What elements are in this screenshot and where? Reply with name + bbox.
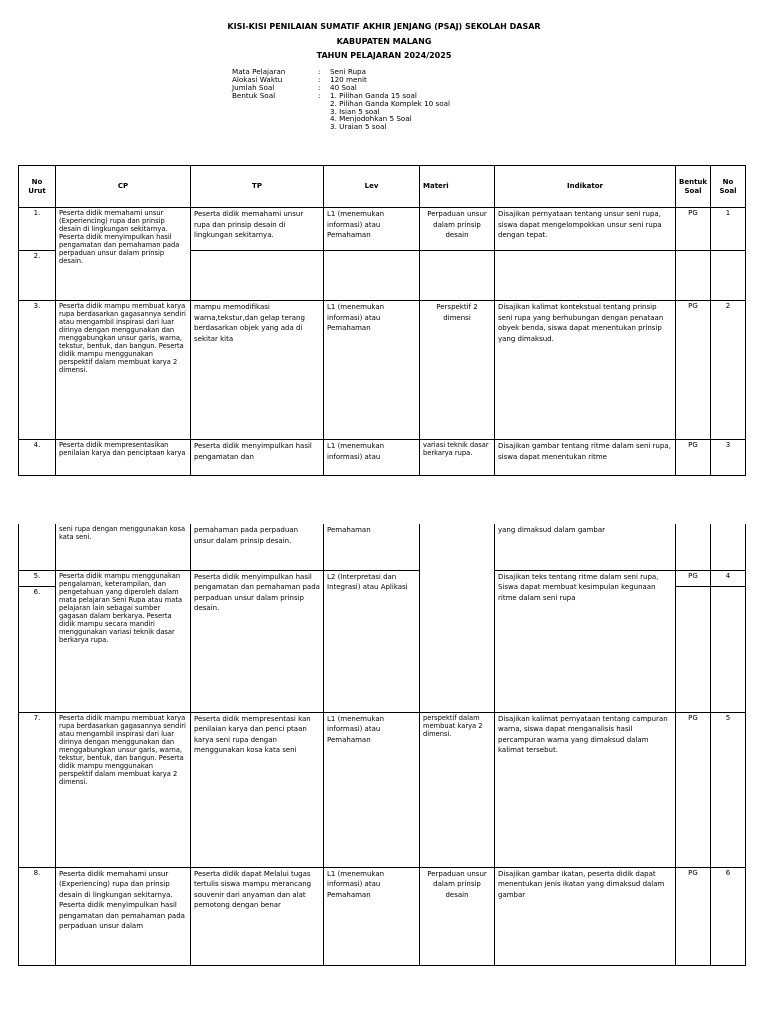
lev-cell: L1 (menemukan informasi) atau Pemahaman <box>324 208 420 251</box>
row-number <box>19 524 56 570</box>
document-meta <box>232 68 450 131</box>
question-type-list <box>330 92 450 132</box>
cp-cell: Peserta didik mampu membuat karya rupa berdasarkan gagasannya sendiri atau mengambil inspirasi dari luar dirinya dengan menggunakan dan menggabungkan unsur garis, warna, tekstur, bentuk, dan bangun. Peserta didik mampu menggunakan perspektif dalam membuat karya 2 dimensi. <box>56 712 191 867</box>
cp-cell: Peserta didik mampu menggunakan pengalaman, keterampilan, dan pengetahuan yang diperoleh dalam mata pelajaran Seni Rupa atau mata pelajaran lain sebagai sumber gagasan dalam berkarya. Peserta didik mampu secara mandiri menggunakan variasi teknik dasar berkarya rupa. <box>56 570 191 712</box>
tp-cell: mampu memodifikasi warna,tekstur,dan gelap terang berdasarkan objek yang ada di sekitar kita <box>191 301 324 440</box>
lev-cell: L1 (menemukan informasi) atau <box>324 440 420 476</box>
no-soal-cell: 4 <box>711 570 746 586</box>
lev-cell: L2 (Interpretasi dan Integrasi) atau Aplikasi <box>324 570 420 712</box>
meta-label: Mata Pelajaran <box>232 67 286 76</box>
question-type-item: 3. Isian 5 soal <box>330 106 380 116</box>
cp-cell: seni rupa dengan menggunakan kosa kata seni. <box>56 524 191 570</box>
row-number: 5. <box>19 570 56 586</box>
no-soal-cell: 2 <box>711 301 746 440</box>
meta-label: Bentuk Soal <box>232 90 276 100</box>
indikator-cell <box>495 251 676 301</box>
table-row <box>19 867 746 965</box>
tp-cell <box>191 251 324 301</box>
meta-separator: : <box>318 90 321 100</box>
materi-cell <box>420 251 495 301</box>
materi-cell: variasi teknik dasar berkarya rupa. <box>420 440 495 476</box>
document-title: KISI-KISI PENILAIAN SUMATIF AKHIR JENJANG (PSAJ) SEKOLAH DASAR <box>227 22 541 31</box>
bentuk-soal-cell: PG <box>676 301 711 440</box>
table-row-continued <box>19 524 746 570</box>
meta-value: 40 Soal <box>330 82 357 92</box>
indikator-cell: Disajikan pernyataan tentang unsur seni rupa, siswa dapat mengelompokkan unsur seni rupa dengan tepat. <box>495 208 676 251</box>
row-number: 7. <box>19 712 56 867</box>
bentuk-soal-cell: PG <box>676 867 711 965</box>
materi-cell: Perspektif 2 dimensi <box>420 301 495 440</box>
question-type-item: 1. Pilihan Ganda 15 soal <box>330 90 417 100</box>
no-soal-cell <box>711 524 746 570</box>
row-number: 8. <box>19 867 56 965</box>
meta-separator: : <box>318 67 321 76</box>
tp-cell: Peserta didik dapat Melalui tugas tertulis siswa mampu merancang souvenir dari anyaman dan alat pemotong dengan benar <box>191 867 324 965</box>
question-type-item: 4. Menjodohkan 5 Soal <box>330 114 412 124</box>
no-soal-cell <box>711 586 746 712</box>
row-number: 4. <box>19 440 56 476</box>
meta-label: Alokasi Waktu <box>232 74 283 84</box>
table-row <box>19 440 746 476</box>
table-header-row <box>19 166 746 208</box>
header-indikator: Indikator <box>495 166 676 208</box>
tp-cell: Peserta didik mempresentasi kan penilaian karya dan penci ptaan karya seni rupa dengan menggunakan kosa kata seni <box>191 712 324 867</box>
tp-cell: Peserta didik menyimpulkan hasil pengamatan dan pemahaman pada perpaduan unsur dalam prinsip desain. <box>191 570 324 712</box>
row-number: 3. <box>19 301 56 440</box>
bentuk-soal-cell: PG <box>676 440 711 476</box>
no-soal-cell: 1 <box>711 208 746 251</box>
bentuk-soal-cell <box>676 586 711 712</box>
header-no-soal: No Soal <box>711 166 746 208</box>
tp-cell: Peserta didik memahami unsur rupa dan prinsip desain di lingkungan sekitarnya. <box>191 208 324 251</box>
table-row <box>19 208 746 251</box>
bentuk-soal-cell: PG <box>676 208 711 251</box>
grid-table-page-1 <box>18 165 745 476</box>
indikator-cell: Disajikan kalimat kontekstual tentang prinsip seni rupa yang berhubungan dengan penataan obyek benda, siswa dapat menentukan prinsip yang dimaksud. <box>495 301 676 440</box>
cp-cell: Peserta didik mampu membuat karya rupa berdasarkan gagasannya sendiri atau mengambil inspirasi dari luar dirinya dengan menggunakan dan menggabungkan unsur garis, warna, tekstur, bentuk, dan bangun. Peserta didik mampu menggunakan perspektif dalam membuat karya 2 dimensi. <box>56 301 191 440</box>
header-tp: TP <box>191 166 324 208</box>
lev-cell: L1 (menemukan informasi) atau Pemahaman <box>324 867 420 965</box>
table-row <box>19 712 746 867</box>
materi-cell <box>420 524 495 712</box>
table-row <box>19 301 746 440</box>
no-soal-cell: 3 <box>711 440 746 476</box>
header-lev: Lev <box>324 166 420 208</box>
materi-cell: Perpaduan unsur dalam prinsip desain <box>420 208 495 251</box>
meta-value: 120 menit <box>330 74 367 84</box>
lev-cell: Pemahaman <box>324 524 420 570</box>
tp-cell: Peserta didik menyimpulkan hasil pengamatan dan <box>191 440 324 476</box>
meta-row-question-types <box>232 92 450 132</box>
header-no-urut: No Urut <box>19 166 56 208</box>
row-number: 6. <box>19 586 56 712</box>
materi-cell: perspektif dalam membuat karya 2 dimensi. <box>420 712 495 867</box>
row-number: 1. <box>19 208 56 251</box>
no-soal-cell <box>711 251 746 301</box>
indikator-cell: Disajikan gambar tentang ritme dalam seni rupa, siswa dapat menentukan ritme <box>495 440 676 476</box>
meta-value: Seni Rupa <box>330 67 367 76</box>
bentuk-soal-cell <box>676 251 711 301</box>
header-materi: Materi <box>420 166 495 208</box>
bentuk-soal-cell: PG <box>676 570 711 586</box>
question-type-item: 2. Pilihan Ganda Komplek 10 soal <box>330 98 451 108</box>
grid-table-page-2 <box>18 524 745 966</box>
document-subtitle-year: TAHUN PELAJARAN 2024/2025 <box>316 51 452 60</box>
cp-cell: Peserta didik memahami unsur (Experiencing) rupa dan prinsip desain di lingkungan sekitarnya. Peserta didik menyimpulkan hasil pengamatan dan pemahaman pada perpaduan unsur dalam <box>56 867 191 965</box>
header-bentuk-soal: Bentuk Soal <box>676 166 711 208</box>
indikator-cell: yang dimaksud dalam gambar <box>495 524 676 570</box>
indikator-cell: Disajikan kalimat pernyataan tentang campuran warna, siswa dapat menganalisis hasil percampuran warna yang dimaksud dalam kalimat tersebut. <box>495 712 676 867</box>
meta-separator: : <box>318 74 321 84</box>
document-subtitle-region: KABUPATEN MALANG <box>336 37 432 46</box>
materi-cell: Perpaduan unsur dalam prinsip desain <box>420 867 495 965</box>
no-soal-cell: 6 <box>711 867 746 965</box>
header-cp: CP <box>56 166 191 208</box>
indikator-cell: Disajikan gambar ikatan, peserta didik dapat menentukan jenis ikatan yang dimaksud dalam gambar <box>495 867 676 965</box>
bentuk-soal-cell: PG <box>676 712 711 867</box>
no-soal-cell: 5 <box>711 712 746 867</box>
lev-cell: L1 (menemukan informasi) atau Pemahaman <box>324 301 420 440</box>
lev-cell: L1 (menemukan informasi) atau Pemahaman <box>324 712 420 867</box>
row-number: 2. <box>19 251 56 301</box>
bentuk-soal-cell <box>676 524 711 570</box>
tp-cell: pemahaman pada perpaduan unsur dalam prinsip desain. <box>191 524 324 570</box>
table-row <box>19 570 746 586</box>
meta-separator: : <box>318 82 321 92</box>
cp-cell: Peserta didik memahami unsur (Experiencing) rupa dan prinsip desain di lingkungan sekitarnya. Peserta didik menyimpulkan hasil pengamatan dan pemahaman pada perpaduan unsur dalam prinsip desain. <box>56 208 191 301</box>
lev-cell <box>324 251 420 301</box>
question-type-item: 3. Uraian 5 soal <box>330 122 387 132</box>
indikator-cell: Disajikan teks tentang ritme dalam seni rupa, Siswa dapat membuat kesimpulan kegunaan ritme dalam seni rupa <box>495 570 676 712</box>
cp-cell: Peserta didik mempresentasikan penilaian karya dan penciptaan karya <box>56 440 191 476</box>
meta-label: Jumlah Soal <box>232 82 275 92</box>
